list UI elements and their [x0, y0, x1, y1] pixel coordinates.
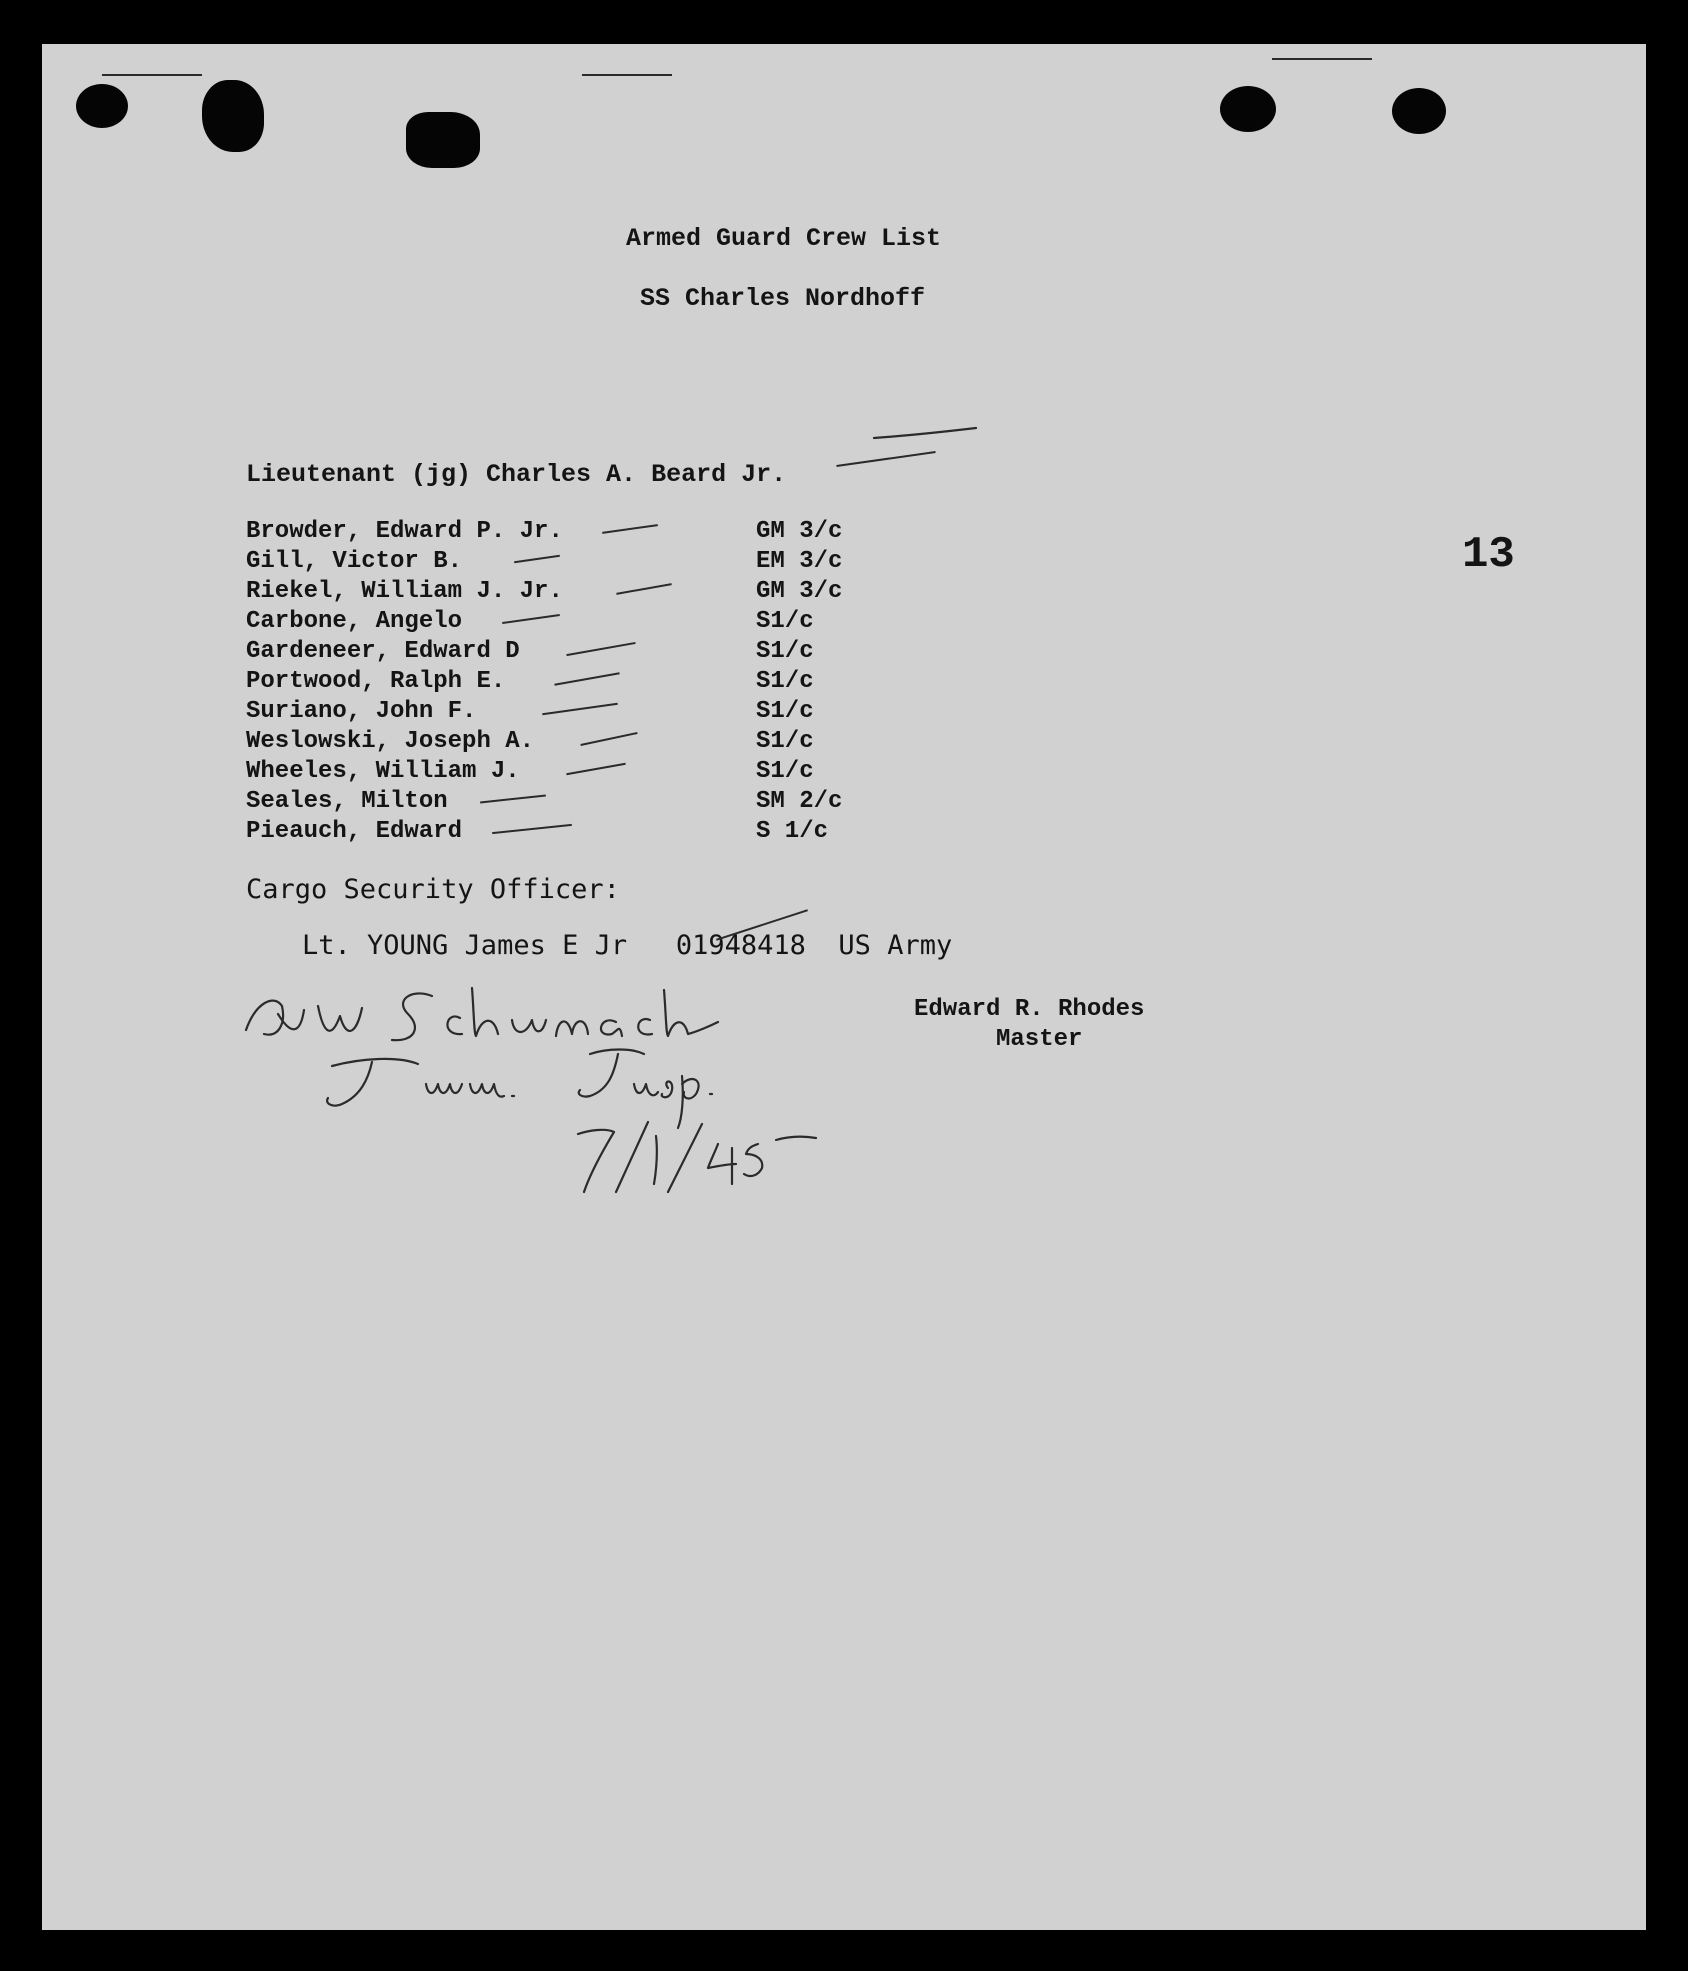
crew-rate: S1/c	[756, 668, 814, 695]
crew-name: Carbone, Angelo	[246, 608, 463, 635]
crew-name: Pieauch, Edward	[246, 818, 463, 845]
document-page	[42, 44, 1646, 1930]
crew-rate: EM 3/c	[756, 548, 843, 575]
crew-name: Weslowski, Joseph A.	[246, 728, 535, 755]
ship-name: SS Charles Nordhoff	[640, 284, 926, 313]
crew-name: Riekel, William J. Jr.	[246, 578, 563, 605]
crew-rate: S 1/c	[756, 818, 829, 845]
master-name: Edward R. Rhodes	[914, 996, 1145, 1023]
crew-name: Seales, Milton	[246, 788, 448, 815]
document-title: Armed Guard Crew List	[626, 224, 942, 253]
crew-rate: S1/c	[756, 758, 814, 785]
crew-rate: S1/c	[756, 638, 814, 665]
page-number: 13	[1462, 530, 1515, 580]
crew-name: Gill, Victor B.	[246, 548, 463, 575]
crew-rate: S1/c	[756, 608, 814, 635]
crew-rate: GM 3/c	[756, 518, 843, 545]
officer-line: Lieutenant (jg) Charles A. Beard Jr.	[246, 460, 787, 489]
crew-name: Suriano, John F.	[246, 698, 477, 725]
crew-name: Gardeneer, Edward D	[246, 638, 520, 665]
crew-name: Portwood, Ralph E.	[246, 668, 506, 695]
crew-name: Browder, Edward P. Jr.	[246, 518, 563, 545]
crew-name: Wheeles, William J.	[246, 758, 520, 785]
crew-rate: S1/c	[756, 728, 814, 755]
crew-rate: S1/c	[756, 698, 814, 725]
cargo-heading: Cargo Security Officer:	[246, 874, 620, 905]
crew-rate: GM 3/c	[756, 578, 843, 605]
crew-rate: SM 2/c	[756, 788, 843, 815]
handwritten-signature	[42, 44, 1646, 1930]
cargo-entry: Lt. YOUNG James E Jr 01948418 US Army	[302, 930, 953, 961]
master-title: Master	[996, 1026, 1083, 1053]
